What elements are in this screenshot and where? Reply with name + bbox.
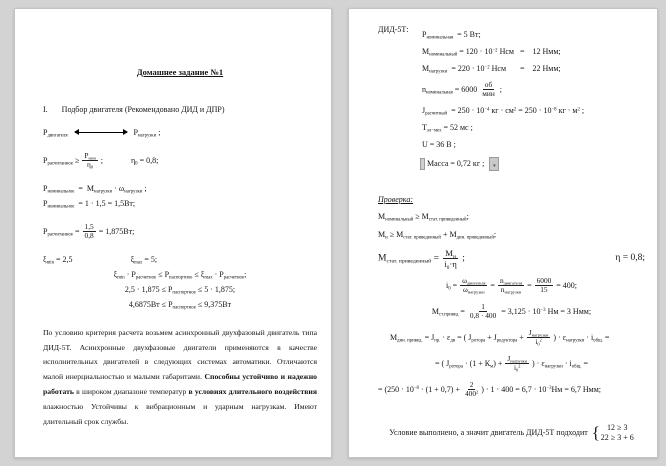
formula: $M_{стат. приведенный}$ = $\frac{M_н}{i_0\cdot\eta}$ ; (378, 247, 465, 271)
formula: $M_{дин. привед.} = J_{пр.} \cdot \varepsilon_{дв}$ = ( $J_{ротора} + J_{редуктора}$ + $\frac{J_{нагрузки}}{i_0^2}$ ) · $\varepsilon_{нагрузки} \cdot i_{общ.}$ = (390, 327, 610, 347)
formula-row (43, 285, 317, 295)
formula-row (43, 223, 317, 241)
body-paragraph: По условию критерия расчета возьмем асинхронный двухфазовый двигатель типа ДИД-5Т. Асинхронные двухфазовые двигатели применяются в качестве исполнительных двигателей в следующих системах автоматики. Отличаются малой инерциальностью и малыми габаритами. Способны устойчиво и надежно работать в широком диапазоне температур в условиях длительного воздействия влажностью Устойчивы к вибрационным и ударным нагрузкам. Имеют длительный срок службы. (43, 327, 317, 426)
formula: $\xi_{min} \cdot P_{расчетное} \le P_{паспортное} \le \xi_{max} \cdot P_{расчетное}$; (113, 269, 247, 281)
fraction: $\frac{1}{0,8 \cdot 400}$ (469, 301, 497, 321)
fraction: $\frac{6000}{15}$ (536, 275, 552, 295)
formula: η = 0,8; (615, 252, 645, 263)
chevron-down-icon: ▾ (493, 163, 496, 169)
formula-row (378, 303, 645, 321)
fraction: $\frac{2}{400^2}$ (464, 379, 479, 399)
formula-row (422, 30, 645, 40)
formula-row (378, 212, 645, 222)
formula-row (43, 270, 317, 280)
section-number: I. (43, 105, 48, 114)
formula-row (422, 81, 645, 99)
formula-row (378, 381, 645, 399)
formula: $P_{расчитанное}$ ≥ $\frac{P_{ном}}{\eta_0}$ ; (43, 151, 103, 170)
formula: $J_{расчитный} = 250 \cdot 10^{-4}$ кг · $см^2 = 250 \cdot 10^{-8}$ кг · $м^2$ ; (422, 105, 585, 117)
document-title: Домашнее задание №1 (136, 67, 224, 77)
formula-row (378, 277, 645, 295)
mass-equation-row (420, 157, 645, 171)
formula: = ($250 \cdot 10^{-8} \cdot (1 + 0,7)$ + $\frac{2}{400^2}$ ) · $1 \cdot 400 = 6,7 \cdot 10^{-3}Нм = 6,7$ Нмм; (378, 379, 601, 399)
formula-row (43, 255, 317, 265)
formula: U = 36 В ; (422, 139, 456, 149)
fraction: $\frac{\omega_{двигателя}}{\omega_{нагрузки}}$ (462, 275, 486, 295)
equation-dropdown[interactable] (489, 157, 499, 171)
formula: $n_{номинальная} = 6000$ $\frac{об}{\text{мин}}$ ; (422, 80, 502, 99)
equation-handle[interactable] (420, 158, 425, 170)
formula-row (378, 230, 645, 240)
motor-model-label: ДИД-5Т: (378, 25, 409, 34)
formula-row (43, 199, 317, 209)
fraction: $\frac{M_н}{i_0\cdot\eta}$ (444, 247, 457, 271)
formula: $P_{расчитанное}$ = $\frac{1,5}{0,8}$ = 1,875Вт; (43, 221, 135, 241)
formula: $M_н \ge M_{стат. приведенный} + M_{дин. приведенный}$; (378, 229, 497, 241)
formula-row (43, 184, 317, 194)
section-title: Подбор двигателя (Рекомендовано ДИД и ДПР) (61, 105, 225, 114)
formula: $\xi_{max} = 5$; (130, 254, 158, 266)
formula-row (422, 64, 645, 74)
formula-row (422, 47, 645, 57)
formula: $T_{эл-мех} = 52$ мс ; (422, 122, 473, 134)
page-1[interactable] (14, 8, 332, 458)
formula-row (422, 140, 645, 150)
fraction: $\frac{n_{двигателя}}{n_{нагрузки}}$ (499, 275, 523, 295)
formula: $i_0$ = $\frac{\omega_{двигателя}}{\omega_{нагрузки}}$ = $\frac{n_{двигателя}}{n_{нагрузки}}$ = $\frac{6000}{15}$ = 400; (445, 275, 578, 295)
fraction: $\frac{J_{нагрузки}}{i_0^2}$ (528, 327, 549, 347)
formula: $P_{номинальное} = M_{нагрузки} \cdot \omega_{нагрузки}$ ; (43, 183, 147, 195)
formula-row (43, 128, 317, 138)
formula: $P_{номинальное} = 1 \cdot 1,5 = 1,5Вт$; (43, 198, 136, 210)
formula: $\xi_{min} = 2,5$ (43, 254, 73, 266)
formula-row (378, 248, 645, 269)
motor-spec-list (422, 23, 645, 150)
section-heading (43, 105, 317, 114)
formula: $M_{номинальный} = 120 \cdot 10^{-2}$ Нсм = 12 Нмм; (422, 47, 561, 58)
formula-row (390, 329, 645, 347)
formula: $4,6875Вт \le P_{паспортное} \le 9,375Вт$ (128, 299, 232, 311)
double-arrow-icon (75, 132, 127, 133)
formula-row (43, 300, 317, 310)
formula: $\eta_0 = 0,8$; (130, 155, 159, 167)
conclusion-row (378, 423, 645, 444)
formula-row (378, 355, 645, 373)
formula: $M_{номинальный} \ge M_{стат. приведенный}$; (378, 211, 469, 223)
brace-system: { 12 ≥ 3 22 ≥ 3 + 6 (591, 422, 634, 442)
fraction: $\frac{J_{нагрузки}}{i_0^2}$ (507, 353, 527, 373)
fraction: $\frac{P_{ном}}{\eta_0}$ (84, 151, 96, 170)
conclusion-formula: Условие выполнено, а значит двигатель ДИД-5Т подходит { 12 ≥ 3 22 ≥ 3 + 6 (389, 422, 634, 442)
formula: = ( $J_{ротора} \cdot (1 + К_м)$ + $\frac{J_{нагрузки}}{i_0^2}$ ) · $\varepsilon_{нагрузки} \cdot i_{общ.}$ = (434, 353, 589, 373)
formula-list-page1 (43, 128, 317, 310)
formula: $M_{нагрузки} = 220 \cdot 10^{-2}$ Нсм = 22 Нмм; (422, 64, 561, 75)
check-heading: Проверка: (378, 194, 414, 204)
formula-row (422, 106, 645, 116)
formula-row (422, 123, 645, 133)
formula: $M_{ст.привед}$ = $\frac{1}{0,8 \cdot 400}$ = $3,125 \cdot 10^{-3}$ Нм = 3 Нмм; (431, 301, 592, 321)
formula-row (43, 152, 317, 170)
formula: $P_{номинальная} = 5$ Вт; (422, 30, 481, 41)
fraction: $\frac{1,5}{0,8}$ (84, 221, 94, 241)
page-2[interactable] (348, 8, 658, 458)
fraction: $\frac{об}{\text{мин}}$ (482, 80, 495, 99)
check-formula-list (378, 212, 645, 399)
mass-formula: Масса = 0,72 кг ; (427, 158, 485, 168)
formula: $P_{двигателя}$ $P_{нагрузки}$ ; (43, 128, 161, 139)
motor-spec-block (378, 23, 645, 150)
formula: $2,5 \cdot 1,875 \le P_{паспортное} \le 5 \cdot 1,875$; (124, 284, 236, 296)
